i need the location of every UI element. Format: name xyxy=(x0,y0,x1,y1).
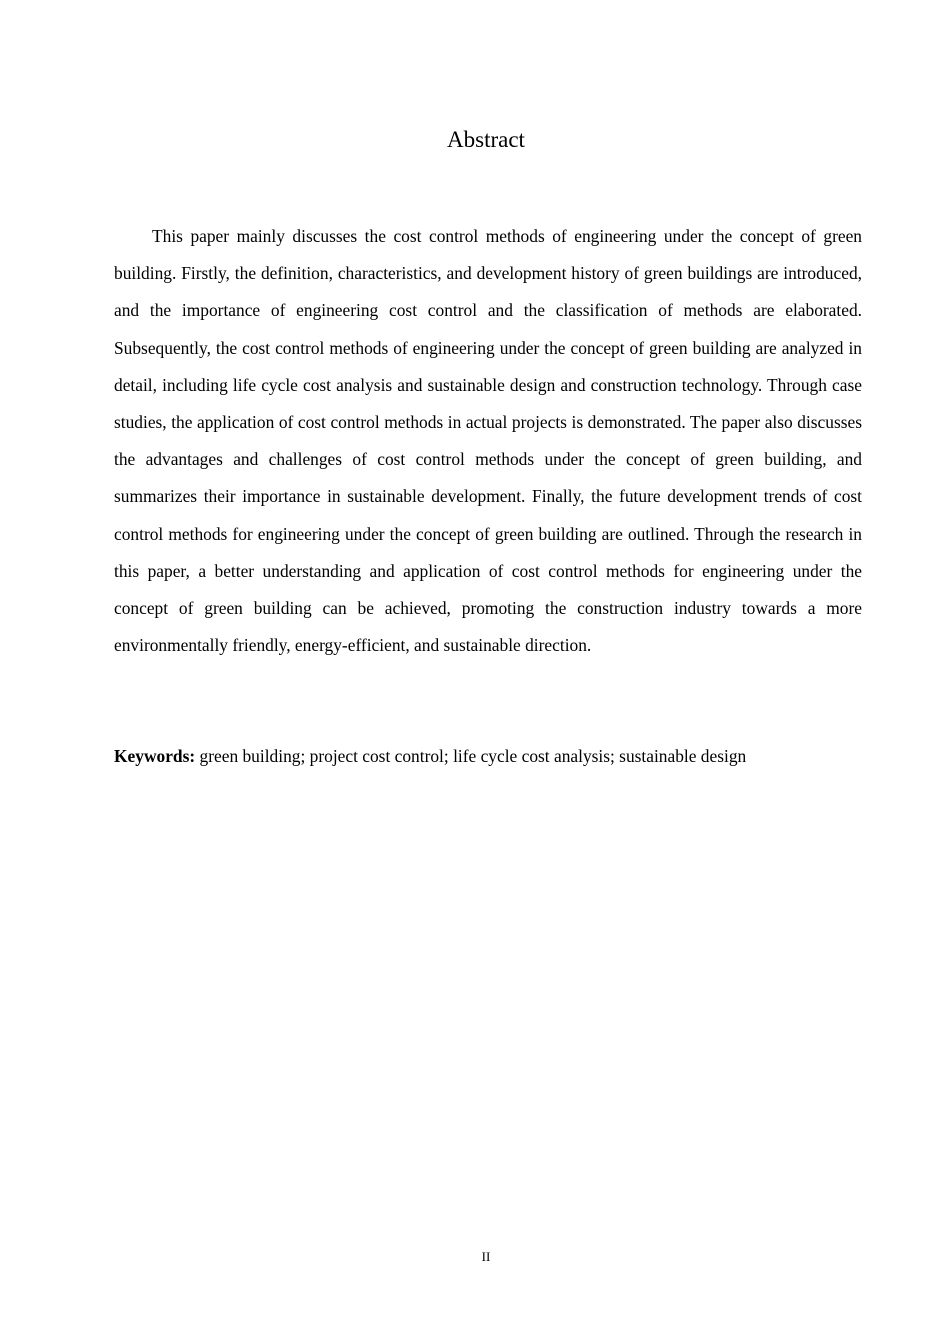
keywords-label: Keywords: xyxy=(114,746,196,766)
keywords-text: green building; project cost control; life cycle cost analysis; sustainable design xyxy=(199,746,747,766)
keywords-line xyxy=(114,740,862,772)
page-title: Abstract xyxy=(447,127,525,152)
page-number: II xyxy=(481,1249,491,1264)
abstract-paragraph: This paper mainly discusses the cost control methods of engineering under the concept of green building. Firstly, the definition, characteristics, and development history of green buildings are introduced, and the importance of engineering cost control and the classification of methods are elaborated. Subsequently, the cost control methods of engineering under the concept of green building are analyzed in detail, including life cycle cost analysis and sustainable design and construction technology. Through case studies, the application of cost control methods in actual projects is demonstrated. The paper also discusses the advantages and challenges of cost control methods under the concept of green building, and summarizes their importance in sustainable development. Finally, the future development trends of cost control methods for engineering under the concept of green building are outlined. Through the research in this paper, a better understanding and application of cost control methods for engineering under the concept of green building can be achieved, promoting the construction industry towards a more environmentally friendly, energy-efficient, and sustainable direction. xyxy=(114,226,862,656)
